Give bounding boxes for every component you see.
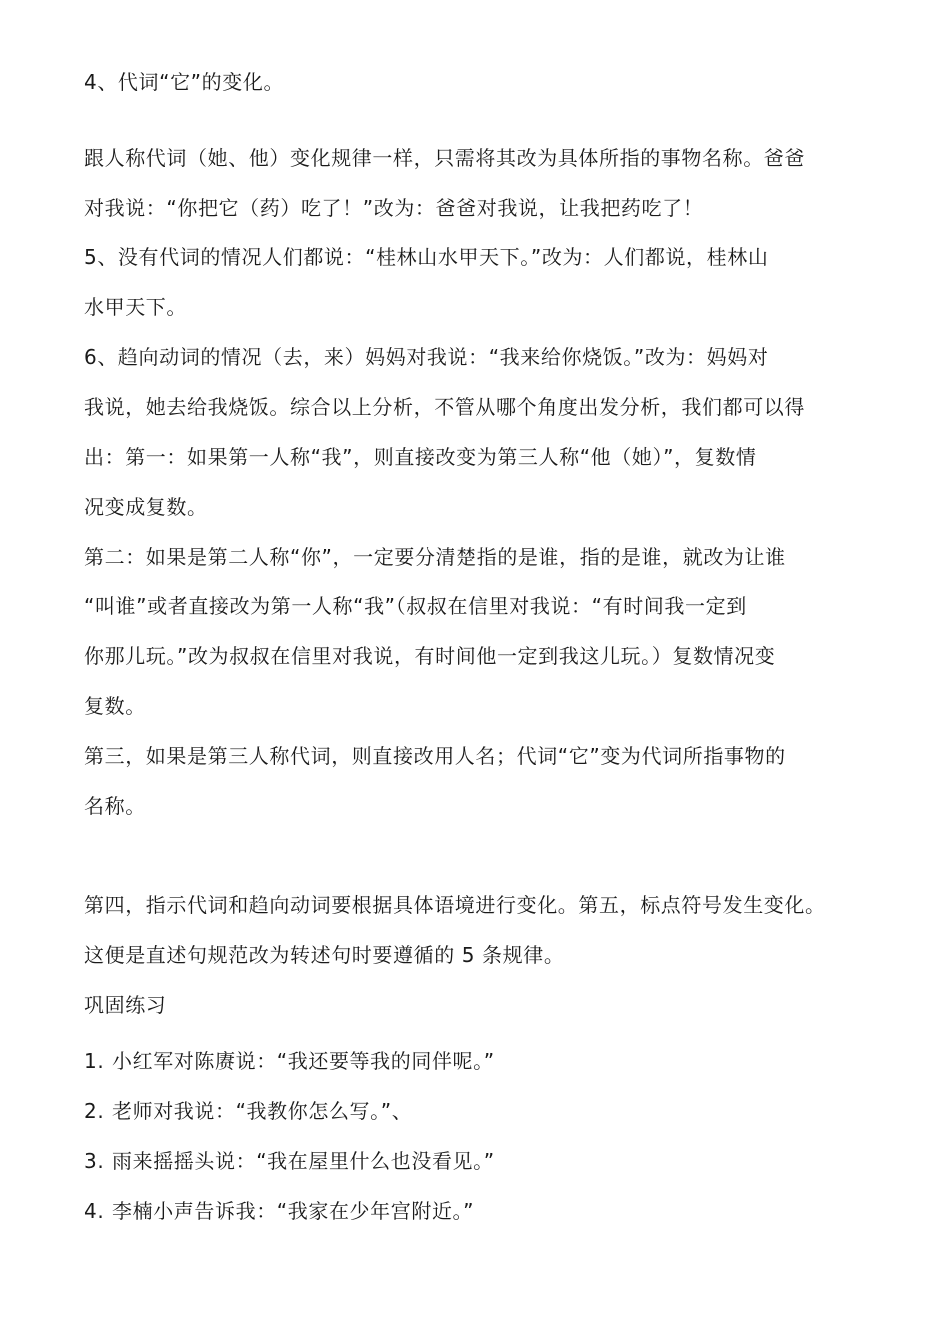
paragraph-line: 5、没有代词的情况人们都说：“桂林山水甲天下。”改为：人们都说，桂林山 — [84, 245, 769, 269]
exercise-text: 李楠小声告诉我：“我家在少年宫附近。” — [112, 1199, 475, 1223]
exercise-text: 老师对我说：“我教你怎么写。”、 — [112, 1099, 413, 1123]
exercise-number: 4. — [84, 1199, 105, 1223]
paragraph-line: “叫谁”或者直接改为第一人称“我”（叔叔在信里对我说：“有时间我一定到 — [84, 594, 747, 618]
paragraph-line: 名称。 — [84, 794, 146, 818]
paragraph-line: 你那儿玩。”改为叔叔在信里对我说，有时间他一定到我这儿玩。）复数情况变 — [84, 644, 776, 668]
paragraph-line: 这便是直述句规范改为转述句时要遵循的 5 条规律。 — [84, 943, 565, 967]
exercise-item — [84, 1197, 474, 1225]
section-heading-4: 4、代词“它”的变化。 — [84, 70, 285, 94]
exercise-item — [84, 1097, 412, 1125]
exercise-text: 小红军对陈赓说：“我还要等我的同伴呢。” — [112, 1049, 495, 1073]
exercise-number: 2. — [84, 1099, 105, 1123]
paragraph-line: 出：第一：如果第一人称“我”，则直接改变为第三人称“他（她）”，复数情 — [84, 445, 757, 469]
paragraph-line: 况变成复数。 — [84, 495, 208, 519]
paragraph-line: 第二：如果是第二人称“你”，一定要分清楚指的是谁，指的是谁，就改为让谁 — [84, 545, 786, 569]
paragraph-line: 我说，她去给我烧饭。综合以上分析，不管从哪个角度出发分析，我们都可以得 — [84, 395, 805, 419]
exercise-number: 3. — [84, 1149, 105, 1173]
exercise-item — [84, 1147, 495, 1175]
paragraph-line: 第三，如果是第三人称代词，则直接改用人名；代词“它”变为代词所指事物的 — [84, 744, 786, 768]
exercise-number: 1. — [84, 1049, 105, 1073]
paragraph-line: 水甲天下。 — [84, 295, 187, 319]
paragraph-line: 6、趋向动词的情况（去，来）妈妈对我说：“我来给你烧饭。”改为：妈妈对 — [84, 345, 769, 369]
exercise-item — [84, 1047, 495, 1075]
paragraph-line: 复数。 — [84, 694, 146, 718]
paragraph-line: 第四，指示代词和趋向动词要根据具体语境进行变化。第五，标点符号发生变化。 — [84, 893, 826, 917]
paragraph-line: 对我说：“你把它（药）吃了！”改为：爸爸对我说，让我把药吃了！ — [84, 196, 704, 220]
exercise-text: 雨来摇摇头说：“我在屋里什么也没看见。” — [112, 1149, 495, 1173]
paragraph-line: 跟人称代词（她、他）变化规律一样，只需将其改为具体所指的事物名称。爸爸 — [84, 146, 805, 170]
exercise-heading: 巩固练习 — [84, 993, 167, 1017]
document-page — [84, 0, 884, 1344]
